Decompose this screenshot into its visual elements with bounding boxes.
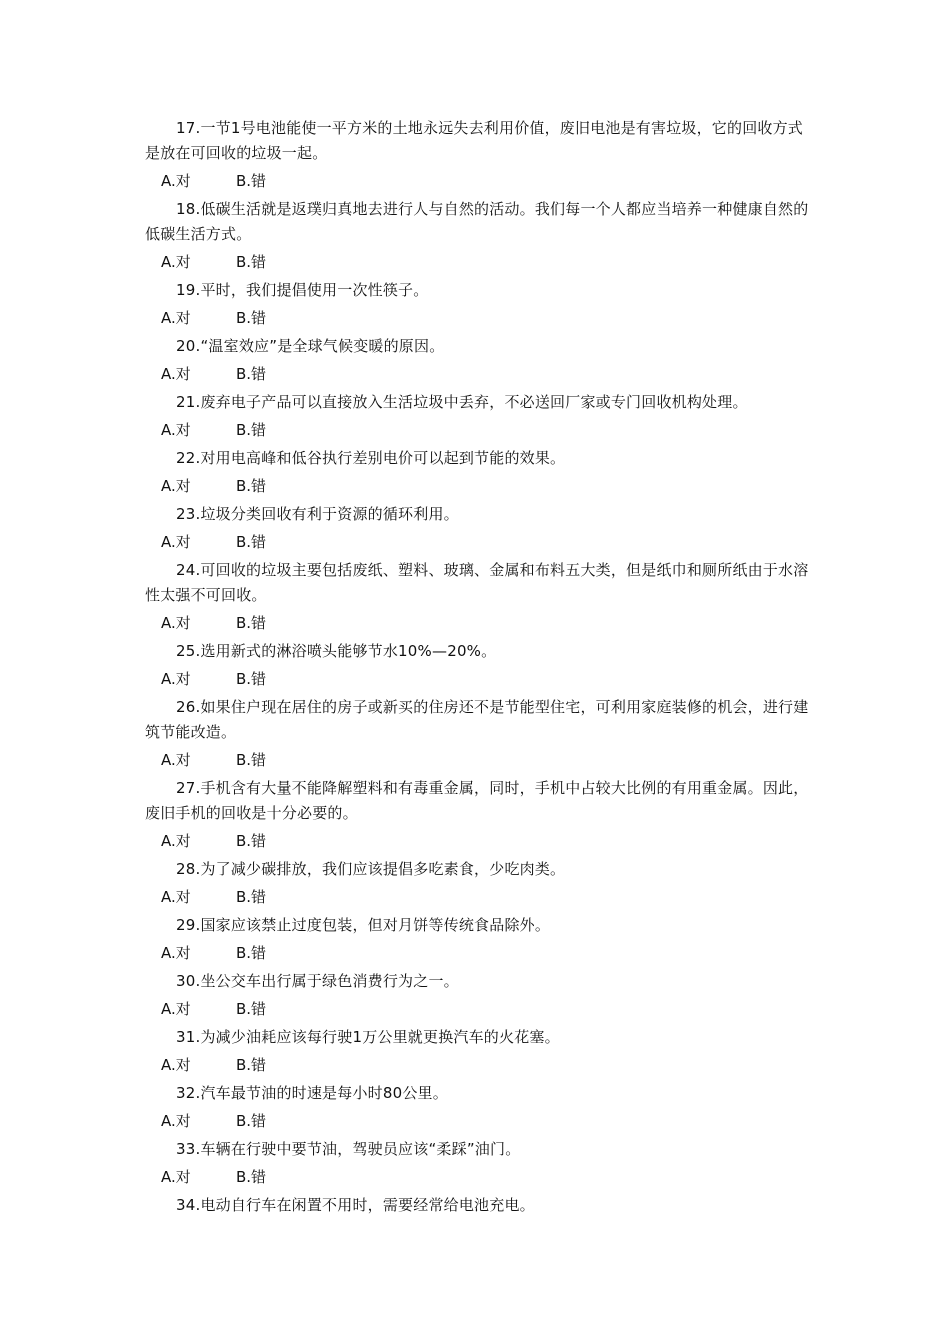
option-b: B.错	[236, 614, 267, 632]
question-item-18	[145, 197, 810, 277]
question-item-25	[145, 639, 810, 694]
answer-options	[145, 166, 810, 196]
question-item-24	[145, 558, 810, 638]
option-a: A.对	[161, 670, 191, 688]
option-b: B.错	[236, 533, 267, 551]
question-text: 28.为了减少碳排放，我们应该提倡多吃素食，少吃肉类。	[176, 860, 566, 878]
question-text: 34.电动自行车在闲置不用时，需要经常给电池充电。	[176, 1196, 535, 1214]
question-text: 26.如果住户现在居住的房子或新买的住房还不是节能型住宅，可利用家庭装修的机会，进行建筑节能改造。	[145, 698, 809, 741]
question-item-17	[145, 116, 810, 196]
question-text: 19.平时，我们提倡使用一次性筷子。	[176, 281, 429, 299]
option-a: A.对	[161, 1168, 191, 1186]
question-text: 33.车辆在行驶中要节油，驾驶员应该“柔踩”油门。	[176, 1140, 521, 1158]
option-b: B.错	[236, 253, 267, 271]
option-a: A.对	[161, 832, 191, 850]
answer-options	[145, 359, 810, 389]
option-b: B.错	[236, 1112, 267, 1130]
option-a: A.对	[161, 1000, 191, 1018]
question-text: 27.手机含有大量不能降解塑料和有毒重金属，同时，手机中占较大比例的有用重金属。因此，废旧手机的回收是十分必要的。	[145, 779, 809, 822]
answer-options	[145, 303, 810, 333]
option-a: A.对	[161, 888, 191, 906]
option-b: B.错	[236, 421, 267, 439]
option-a: A.对	[161, 421, 191, 439]
question-item-20	[145, 334, 810, 389]
question-text: 22.对用电高峰和低谷执行差别电价可以起到节能的效果。	[176, 449, 566, 467]
answer-options	[145, 247, 810, 277]
answer-options	[145, 527, 810, 557]
option-b: B.错	[236, 172, 267, 190]
question-text: 30.坐公交车出行属于绿色消费行为之一。	[176, 972, 459, 990]
option-b: B.错	[236, 1056, 267, 1074]
option-a: A.对	[161, 533, 191, 551]
option-a: A.对	[161, 1056, 191, 1074]
question-text: 32.汽车最节油的时速是每小时80公里。	[176, 1084, 448, 1102]
option-a: A.对	[161, 365, 191, 383]
question-text: 29.国家应该禁止过度包装，但对月饼等传统食品除外。	[176, 916, 551, 934]
option-a: A.对	[161, 1112, 191, 1130]
option-b: B.错	[236, 944, 267, 962]
question-text: 24.可回收的垃圾主要包括废纸、塑料、玻璃、金属和布料五大类，但是纸巾和厕所纸由于水溶性太强不可回收。	[145, 561, 809, 604]
question-item-19	[145, 278, 810, 333]
option-a: A.对	[161, 614, 191, 632]
question-item-22	[145, 446, 810, 501]
answer-options	[145, 882, 810, 912]
option-b: B.错	[236, 477, 267, 495]
option-a: A.对	[161, 172, 191, 190]
option-b: B.错	[236, 365, 267, 383]
option-b: B.错	[236, 888, 267, 906]
question-item-28	[145, 857, 810, 912]
answer-options	[145, 1106, 810, 1136]
answer-options	[145, 1050, 810, 1080]
question-item-30	[145, 969, 810, 1024]
option-b: B.错	[236, 670, 267, 688]
answer-options	[145, 471, 810, 501]
question-item-29	[145, 913, 810, 968]
question-item-27	[145, 776, 810, 856]
question-item-33	[145, 1137, 810, 1192]
question-text: 25.选用新式的淋浴喷头能够节水10%—20%。	[176, 642, 497, 660]
answer-options	[145, 1162, 810, 1192]
option-a: A.对	[161, 751, 191, 769]
option-a: A.对	[161, 253, 191, 271]
answer-options	[145, 938, 810, 968]
question-list	[145, 116, 810, 1218]
question-item-31	[145, 1025, 810, 1080]
option-b: B.错	[236, 1168, 267, 1186]
answer-options	[145, 415, 810, 445]
option-a: A.对	[161, 477, 191, 495]
question-item-21	[145, 390, 810, 445]
question-text: 18.低碳生活就是返璞归真地去进行人与自然的活动。我们每一个人都应当培养一种健康自然的低碳生活方式。	[145, 200, 809, 243]
question-text: 20.“温室效应”是全球气候变暖的原因。	[176, 337, 445, 355]
option-a: A.对	[161, 309, 191, 327]
option-b: B.错	[236, 751, 267, 769]
question-item-32	[145, 1081, 810, 1136]
answer-options	[145, 994, 810, 1024]
answer-options	[145, 826, 810, 856]
option-a: A.对	[161, 944, 191, 962]
answer-options	[145, 664, 810, 694]
option-b: B.错	[236, 832, 267, 850]
question-text: 23.垃圾分类回收有利于资源的循环利用。	[176, 505, 459, 523]
question-item-34	[145, 1193, 810, 1218]
question-text: 21.废弃电子产品可以直接放入生活垃圾中丢弃，不必送回厂家或专门回收机构处理。	[176, 393, 748, 411]
answer-options	[145, 745, 810, 775]
option-b: B.错	[236, 309, 267, 327]
question-item-23	[145, 502, 810, 557]
option-b: B.错	[236, 1000, 267, 1018]
question-text: 31.为减少油耗应该每行驶1万公里就更换汽车的火花塞。	[176, 1028, 560, 1046]
answer-options	[145, 608, 810, 638]
question-item-26	[145, 695, 810, 775]
question-text: 17.一节1号电池能使一平方米的土地永远失去利用价值，废旧电池是有害垃圾，它的回收方式是放在可回收的垃圾一起。	[145, 119, 804, 162]
